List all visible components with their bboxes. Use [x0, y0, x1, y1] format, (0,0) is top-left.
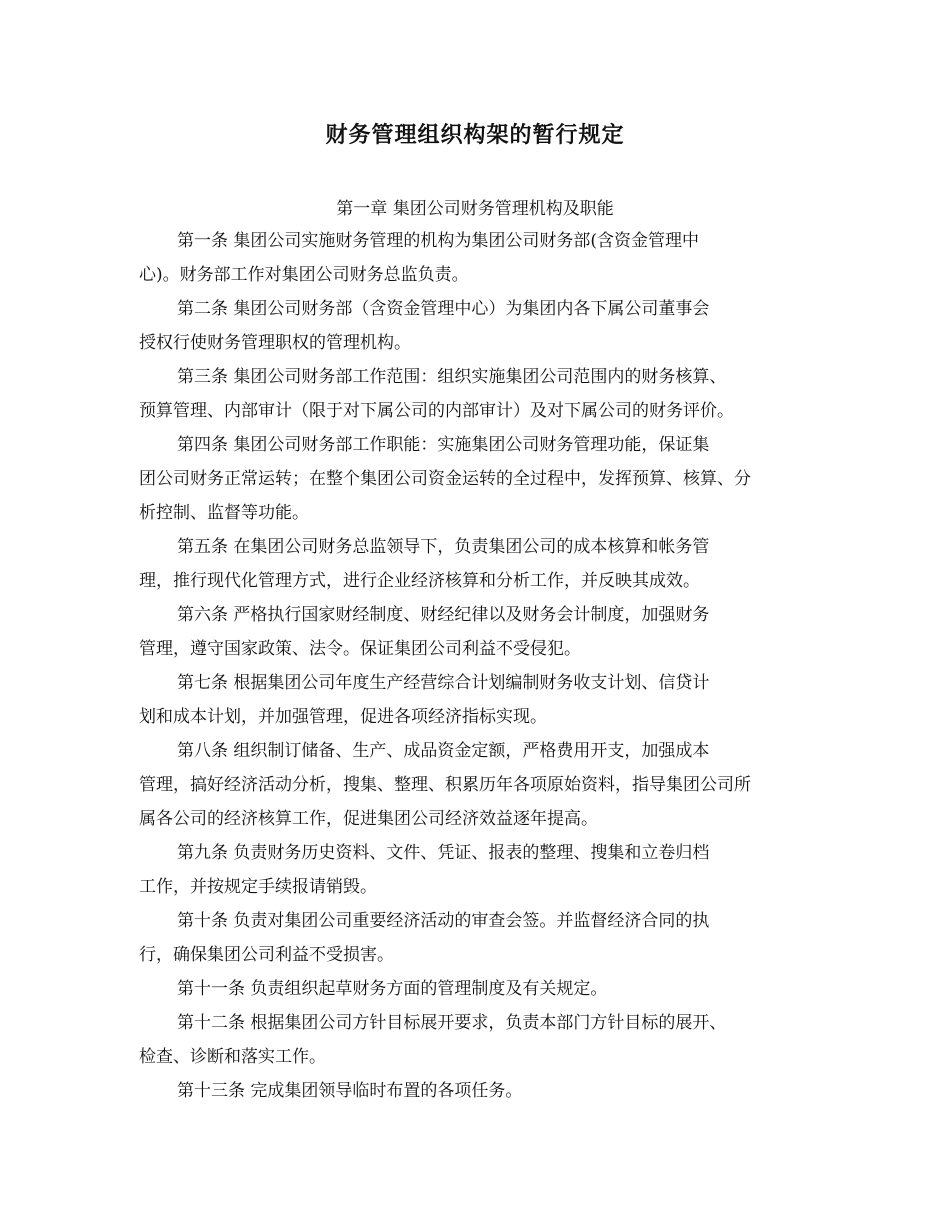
article-line: 第七条 根据集团公司年度生产经营综合计划编制财务收支计划、信贷计 [177, 673, 710, 693]
article-line: 工作，并按规定手续报请销毁。 [139, 877, 377, 897]
article-line: 心)。财务部工作对集团公司财务总监负责。 [139, 265, 469, 285]
article-line: 第十一条 负责组织起草财务方面的管理制度及有关规定。 [177, 979, 608, 999]
article-line: 第十二条 根据集团公司方针目标展开要求，负责本部门方针目标的展开、 [177, 1013, 727, 1033]
article-line: 管理，搞好经济活动分析，搜集、整理、积累历年各项原始资料，指导集团公司所 [139, 775, 751, 795]
article-list [139, 228, 819, 1112]
article-line: 第四条 集团公司财务部工作职能：实施集团公司财务管理功能，保证集 [177, 435, 710, 455]
article-line: 管理，遵守国家政策、法令。保证集团公司利益不受侵犯。 [139, 639, 581, 659]
article-line: 析控制、监督等功能。 [139, 503, 309, 523]
article-line: 授权行使财务管理职权的管理机构。 [139, 333, 411, 353]
article-line: 预算管理、内部审计（限于对下属公司的内部审计）及对下属公司的财务评价。 [139, 401, 734, 421]
article-line: 第一条 集团公司实施财务管理的机构为集团公司财务部(含资金管理中 [177, 231, 700, 251]
article-line: 第八条 组织制订储备、生产、成品资金定额，严格费用开支，加强成本 [177, 741, 710, 761]
article-line: 属各公司的经济核算工作，促进集团公司经济效益逐年提高。 [139, 809, 598, 829]
article-line: 第二条 集团公司财务部（含资金管理中心）为集团内各下属公司董事会 [177, 299, 710, 319]
chapter-heading: 第一章 集团公司财务管理机构及职能 [336, 199, 614, 219]
article-line: 第五条 在集团公司财务总监领导下，负责集团公司的成本核算和帐务管 [177, 537, 710, 557]
article-line: 划和成本计划，并加强管理，促进各项经济指标实现。 [139, 707, 547, 727]
article-line: 第九条 负责财务历史资料、文件、凭证、报表的整理、搜集和立卷归档 [177, 843, 710, 863]
article-line: 检查、诊断和落实工作。 [139, 1047, 326, 1067]
article-line: 理，推行现代化管理方式，进行企业经济核算和分析工作，并反映其成效。 [139, 571, 700, 591]
article-line: 团公司财务正常运转；在整个集团公司资金运转的全过程中，发挥预算、核算、分 [139, 469, 751, 489]
document-title: 财务管理组织构架的暂行规定 [325, 123, 625, 148]
article-line: 第十条 负责对集团公司重要经济活动的审查会签。并监督经济合同的执 [177, 911, 710, 931]
article-line: 行，确保集团公司利益不受损害。 [139, 945, 394, 965]
article-line: 第三条 集团公司财务部工作范围：组织实施集团公司范围内的财务核算、 [177, 367, 727, 387]
article-line: 第六条 严格执行国家财经制度、财经纪律以及财务会计制度，加强财务 [177, 605, 710, 625]
article-line: 第十三条 完成集团领导临时布置的各项任务。 [177, 1081, 523, 1101]
